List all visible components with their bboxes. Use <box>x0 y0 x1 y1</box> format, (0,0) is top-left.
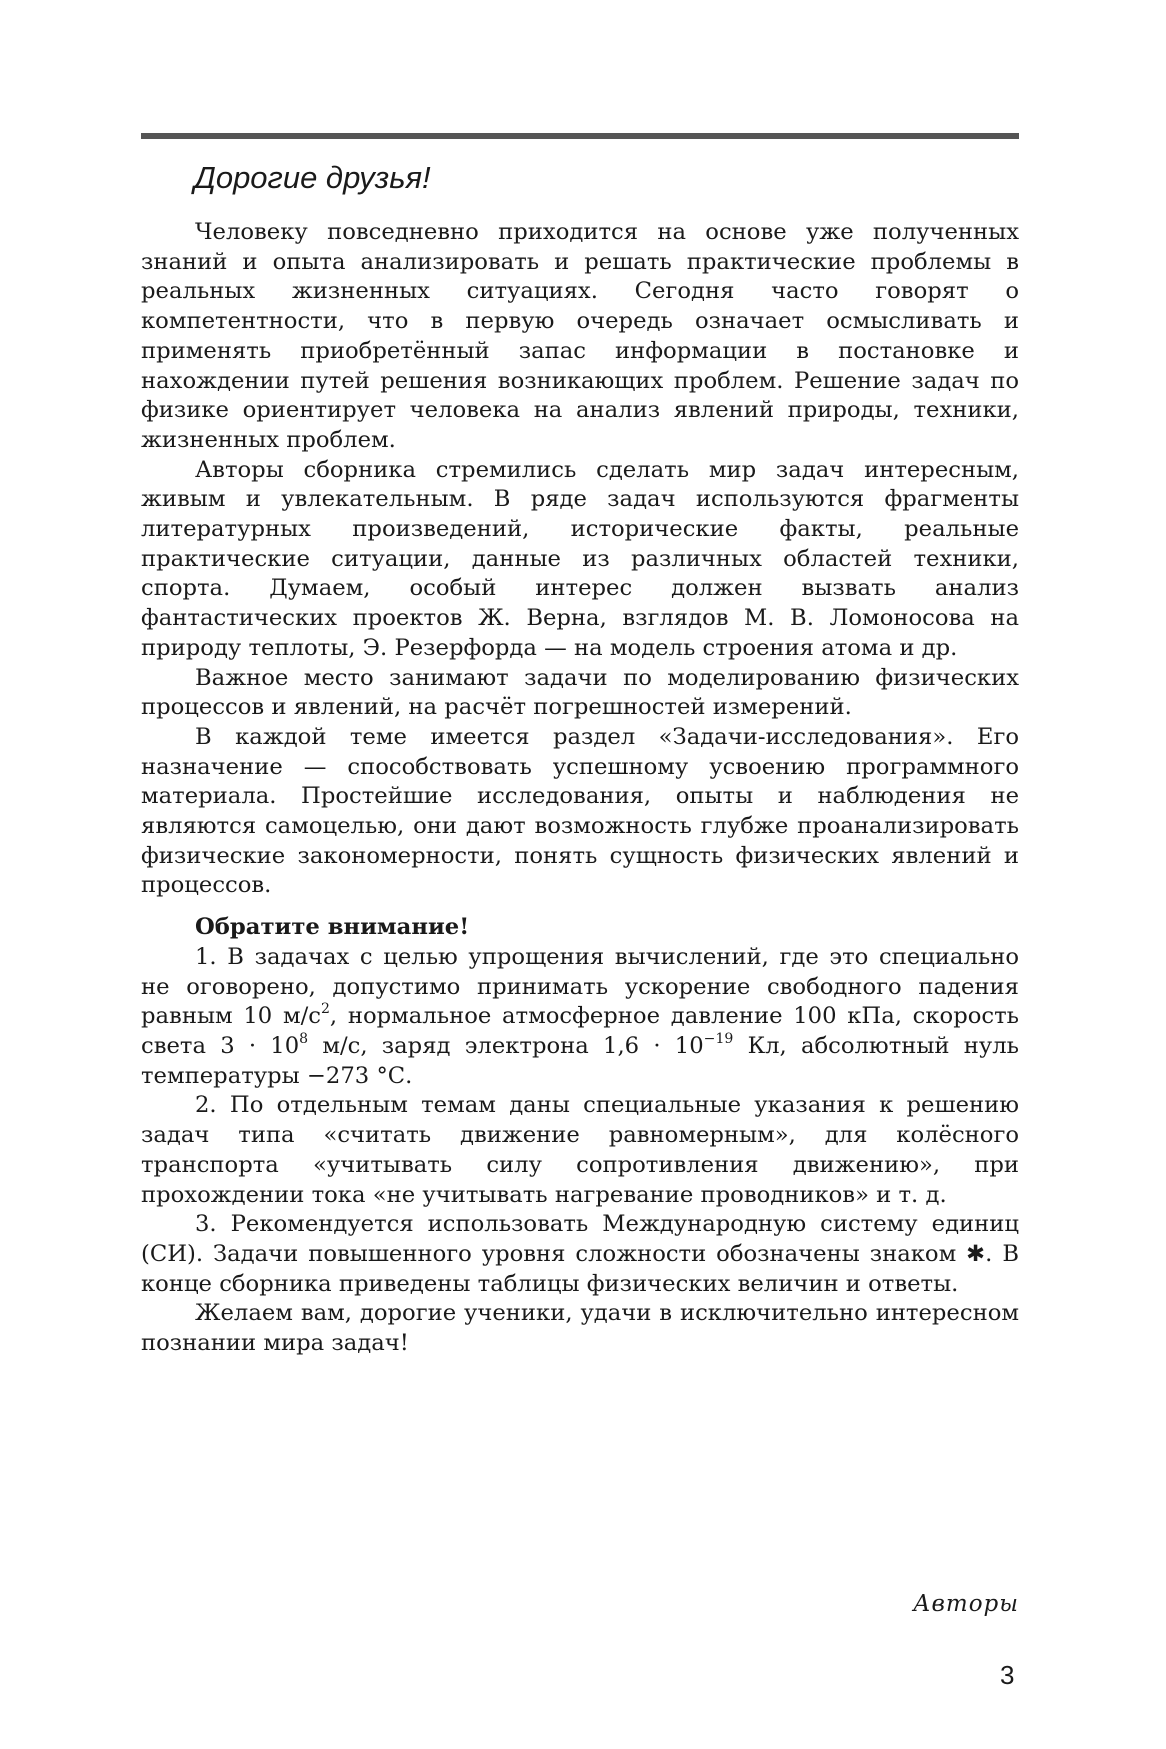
superscript-8: 8 <box>299 1031 309 1048</box>
notice-item-1-text-b: , нормальное атмосферное давление 100 кПа, скорость света 3 · 10 <box>141 1003 1019 1059</box>
top-rule <box>141 133 1019 139</box>
paragraph-intro: Человеку повседневно приходится на основе уже полученных знаний и опыта анализировать и решать практические проблемы в реальных жизненных ситуациях. Сегодня часто говорят о компетентности, что в первую очередь означает осмысливать и применять приобретённый запас информации в постановке и нахождении путей решения возникающих проблем. Решение задач по физике ориентирует человека на анализ явлений природы, техники, жизненных проблем. <box>141 219 1019 453</box>
notice-item-1-text-d: Кл, абсолютный нуль температуры −273 °С. <box>141 1032 1019 1089</box>
superscript-2: 2 <box>320 1001 330 1018</box>
page-number: 3 <box>1000 1660 1015 1690</box>
signature: Авторы <box>913 1591 1019 1617</box>
body-text <box>141 218 1019 1359</box>
notice-item-1-text-c: м/с, заряд электрона 1,6 · 10 <box>308 1032 704 1059</box>
notice-item-2: 2. По отдельным темам даны специальные указания к решению задач типа «считать движение равномерным», для колёсного транспорта «учитывать силу сопротивления движению», при прохождении тока «не учитывать нагревание проводников» и т. д. <box>141 1092 1019 1208</box>
superscript-minus-19: −19 <box>703 1031 734 1048</box>
paragraph-authors-goal: Авторы сборника стремились сделать мир задач интересным, живым и увлекательным. В ряде задач используются фрагменты литературных произведений, исторические факты, реальные практические ситуации, данные из различных областей техники, спорта. Думаем, особый интерес должен вызвать анализ фантастических проектов Ж. Верна, взглядов М. В. Ломоносова на природу теплоты, Э. Резерфорда — на модель строения атома и др. <box>141 456 1019 661</box>
paragraph-modeling: Важное место занимают задачи по моделированию физических процессов и явлений, на расчёт погрешностей измерений. <box>141 664 1019 721</box>
notice-title: Обратите внимание! <box>195 914 470 941</box>
notice-item-3: 3. Рекомендуется использовать Международную систему единиц (СИ). Задачи повышенного уровня сложности обозначены знаком ✱. В конце сборника приведены таблицы физических величин и ответы. <box>141 1211 1019 1297</box>
paragraph-closing: Желаем вам, дорогие ученики, удачи в исключительно интересном познании мира задач! <box>141 1300 1019 1357</box>
paragraph-research: В каждой теме имеется раздел «Задачи-исследования». Его назначение — способствовать успешному усвоению программного материала. Простейшие исследования, опыты и наблюдения не являются самоцелью, они дают возможность глубже проанализировать физические закономерности, понять сущность физических явлений и процессов. <box>141 723 1019 899</box>
page-heading: Дорогие друзья! <box>194 160 431 195</box>
notice-item-1-text-a: 1. В задачах с целью упрощения вычислений, где это специально не оговорено, допустимо принимать ускорение свободного падения равным 10 м/с <box>141 943 1019 1030</box>
notice-item-1 <box>141 943 1019 1092</box>
